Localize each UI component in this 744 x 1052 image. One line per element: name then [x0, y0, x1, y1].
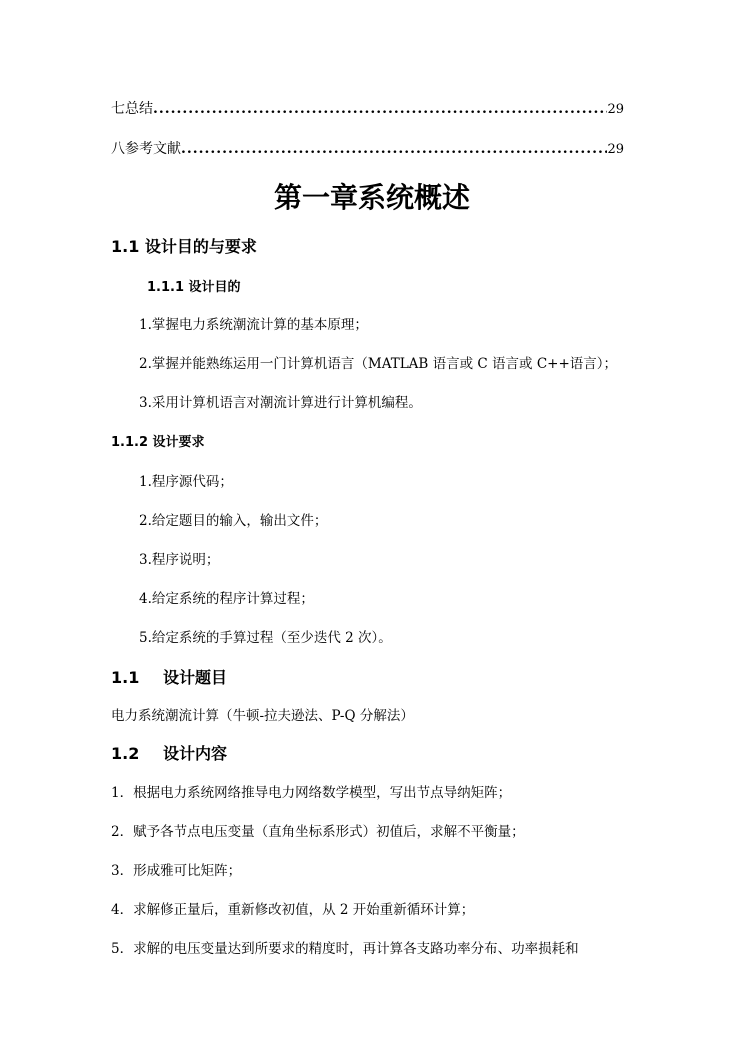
toc-entry[interactable] — [111, 98, 624, 118]
section-heading — [111, 741, 227, 764]
toc-label: 七总结 — [111, 101, 153, 117]
toc-page-number: 29 — [607, 142, 624, 157]
toc-leader-dots — [181, 141, 607, 157]
paragraph: 电力系统潮流计算（牛顿-拉夫逊法、P-Q 分解法） — [111, 708, 414, 724]
list-item: 4.给定系统的程序计算过程； — [139, 591, 314, 607]
toc-page-number: 29 — [607, 102, 624, 117]
list-item: 5.给定系统的手算过程（至少迭代 2 次）。 — [139, 630, 392, 646]
section-title: 设计内容 — [163, 744, 228, 763]
list-item: 2.给定题目的输入，输出文件； — [139, 513, 328, 529]
list-item: 2．赋予各节点电压变量（直角坐标系形式）初值后，求解不平衡量； — [111, 824, 525, 840]
subsection-heading: 1.1.1 设计目的 — [147, 280, 241, 295]
section-heading: 1.1 设计目的与要求 — [111, 237, 257, 256]
list-item: 4．求解修正量后，重新修改初值，从 2 开始重新循环计算； — [111, 902, 475, 918]
list-item: 1.程序源代码； — [139, 474, 233, 490]
list-item: 5．求解的电压变量达到所要求的精度时，再计算各支路功率分布、功率损耗和 — [111, 941, 579, 957]
list-item: 3.程序说明； — [139, 552, 220, 568]
list-item: 3.采用计算机语言对潮流计算进行计算机编程。 — [139, 395, 422, 411]
section-heading — [111, 665, 227, 688]
section-number: 1.2 — [111, 744, 140, 763]
toc-entry[interactable] — [111, 138, 624, 158]
list-item: 3．形成雅可比矩阵； — [111, 863, 242, 879]
section-title: 设计题目 — [163, 668, 228, 687]
subsection-heading: 1.1.2 设计要求 — [111, 435, 205, 450]
toc-label: 八参考文献 — [111, 141, 181, 157]
toc-leader-dots — [153, 101, 607, 117]
list-item: 2.掌握并能熟练运用一门计算机语言（MATLAB 语言或 C 语言或 C++语言）； — [139, 356, 618, 372]
chapter-title: 第一章系统概述 — [273, 181, 470, 214]
list-item: 1.掌握电力系统潮流计算的基本原理； — [139, 317, 368, 333]
list-item: 1．根据电力系统网络推导电力网络数学模型，写出节点导纳矩阵； — [111, 785, 512, 801]
section-number: 1.1 — [111, 668, 140, 687]
